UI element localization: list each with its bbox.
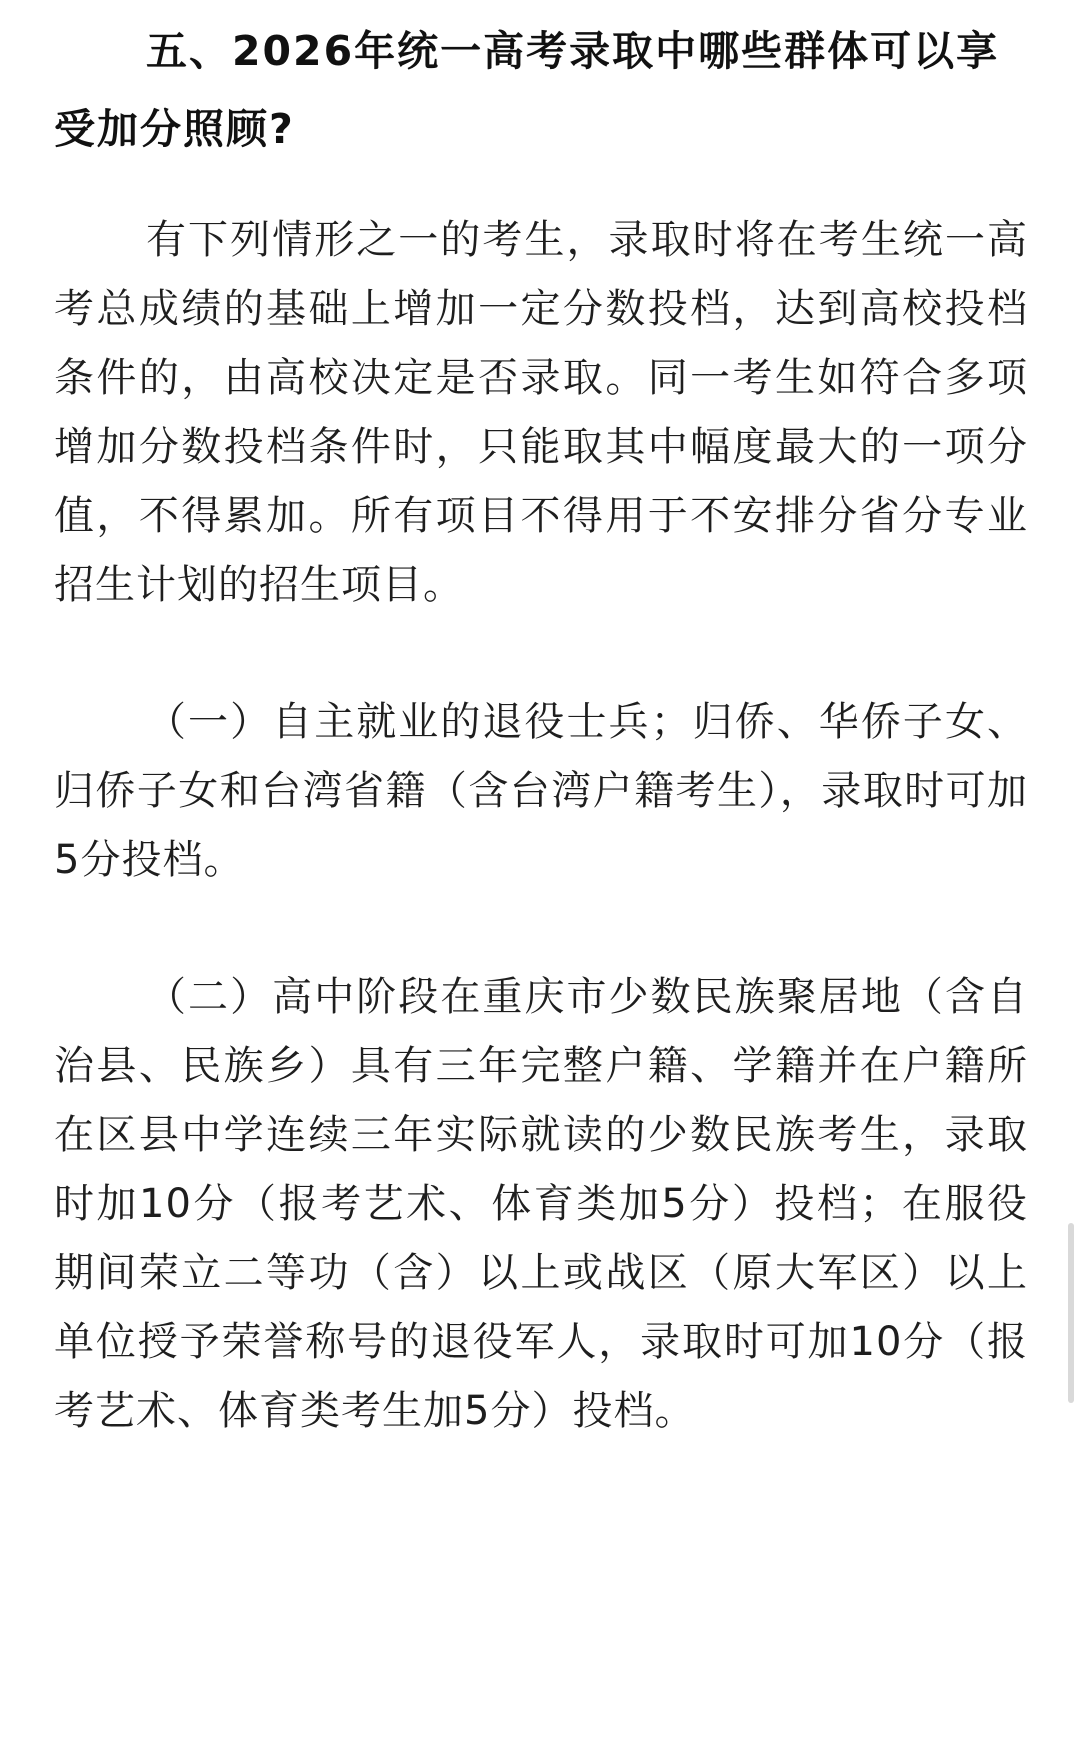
- section-heading: 五、2026年统一高考录取中哪些群体可以享受加分照顾?: [54, 27, 1000, 153]
- article-body: [54, 12, 1028, 1446]
- item-1-paragraph: （一）自主就业的退役士兵；归侨、华侨子女、归侨子女和台湾省籍（含台湾户籍考生），录取时可加5分投档。: [54, 699, 1028, 883]
- vertical-scrollbar[interactable]: [1068, 1223, 1074, 1403]
- item-2-paragraph: （二）高中阶段在重庆市少数民族聚居地（含自治县、民族乡）具有三年完整户籍、学籍并在户籍所在区县中学连续三年实际就读的少数民族考生，录取时加10分（报考艺术、体育类加5分）投档；在服役期间荣立二等功（含）以上或战区（原大军区）以上单位授予荣誉称号的退役军人，录取时可加10分（报考艺术、体育类考生加5分）投档。: [54, 974, 1028, 1434]
- intro-paragraph: 有下列情形之一的考生，录取时将在考生统一高考总成绩的基础上增加一定分数投档，达到高校投档条件的，由高校决定是否录取。同一考生如符合多项增加分数投档条件时，只能取其中幅度最大的一项分值，不得累加。所有项目不得用于不安排分省分专业招生计划的招生项目。: [54, 217, 1028, 608]
